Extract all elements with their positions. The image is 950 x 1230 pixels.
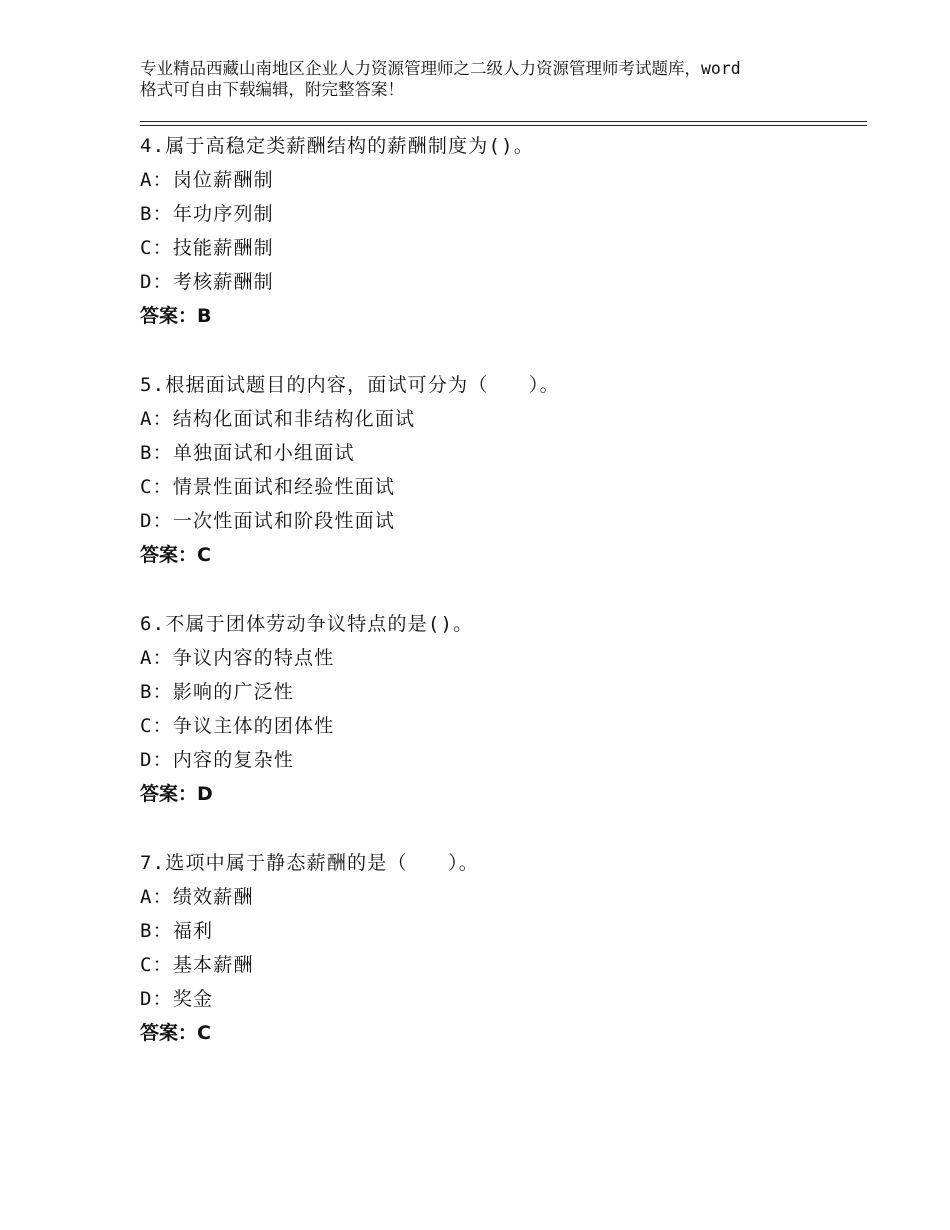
option-b: B：影响的广泛性: [140, 681, 295, 703]
answer: 答案：D: [140, 783, 213, 805]
question-4: [140, 129, 867, 333]
question-stem: 5.根据面试题目的内容，面试可分为（ ）。: [140, 374, 560, 396]
question-stem: 7.选项中属于静态薪酬的是（ ）。: [140, 852, 479, 874]
option-a: A：结构化面试和非结构化面试: [140, 408, 416, 430]
option-c: C：技能薪酬制: [140, 237, 274, 259]
header-line-2: 格式可自由下载编辑，附完整答案！: [140, 80, 404, 99]
question-5: [140, 368, 867, 572]
header-divider-bottom: [140, 125, 867, 126]
option-d: D：一次性面试和阶段性面试: [140, 510, 396, 532]
option-b: B：福利: [140, 920, 214, 942]
question-stem: 6.不属于团体劳动争议特点的是()。: [140, 613, 474, 635]
document-header: [140, 58, 840, 100]
header-divider-top: [140, 121, 867, 122]
option-c: C：争议主体的团体性: [140, 715, 335, 737]
option-a: A：绩效薪酬: [140, 886, 254, 908]
question-stem: 4.属于高稳定类薪酬结构的薪酬制度为()。: [140, 135, 534, 157]
option-d: D：内容的复杂性: [140, 749, 295, 771]
question-6: [140, 607, 867, 811]
answer: 答案：C: [140, 1022, 211, 1044]
answer: 答案：C: [140, 544, 211, 566]
option-d: D：奖金: [140, 988, 214, 1010]
question-7: [140, 846, 867, 1050]
option-c: C：基本薪酬: [140, 954, 254, 976]
question-list: [140, 129, 867, 1085]
option-b: B：单独面试和小组面试: [140, 442, 355, 464]
option-c: C：情景性面试和经验性面试: [140, 476, 396, 498]
option-d: D：考核薪酬制: [140, 271, 274, 293]
option-a: A：争议内容的特点性: [140, 647, 335, 669]
option-b: B：年功序列制: [140, 203, 274, 225]
header-line-1: 专业精品西藏山南地区企业人力资源管理师之二级人力资源管理师考试题库，word: [140, 59, 741, 78]
option-a: A：岗位薪酬制: [140, 169, 274, 191]
answer: 答案：B: [140, 305, 212, 327]
